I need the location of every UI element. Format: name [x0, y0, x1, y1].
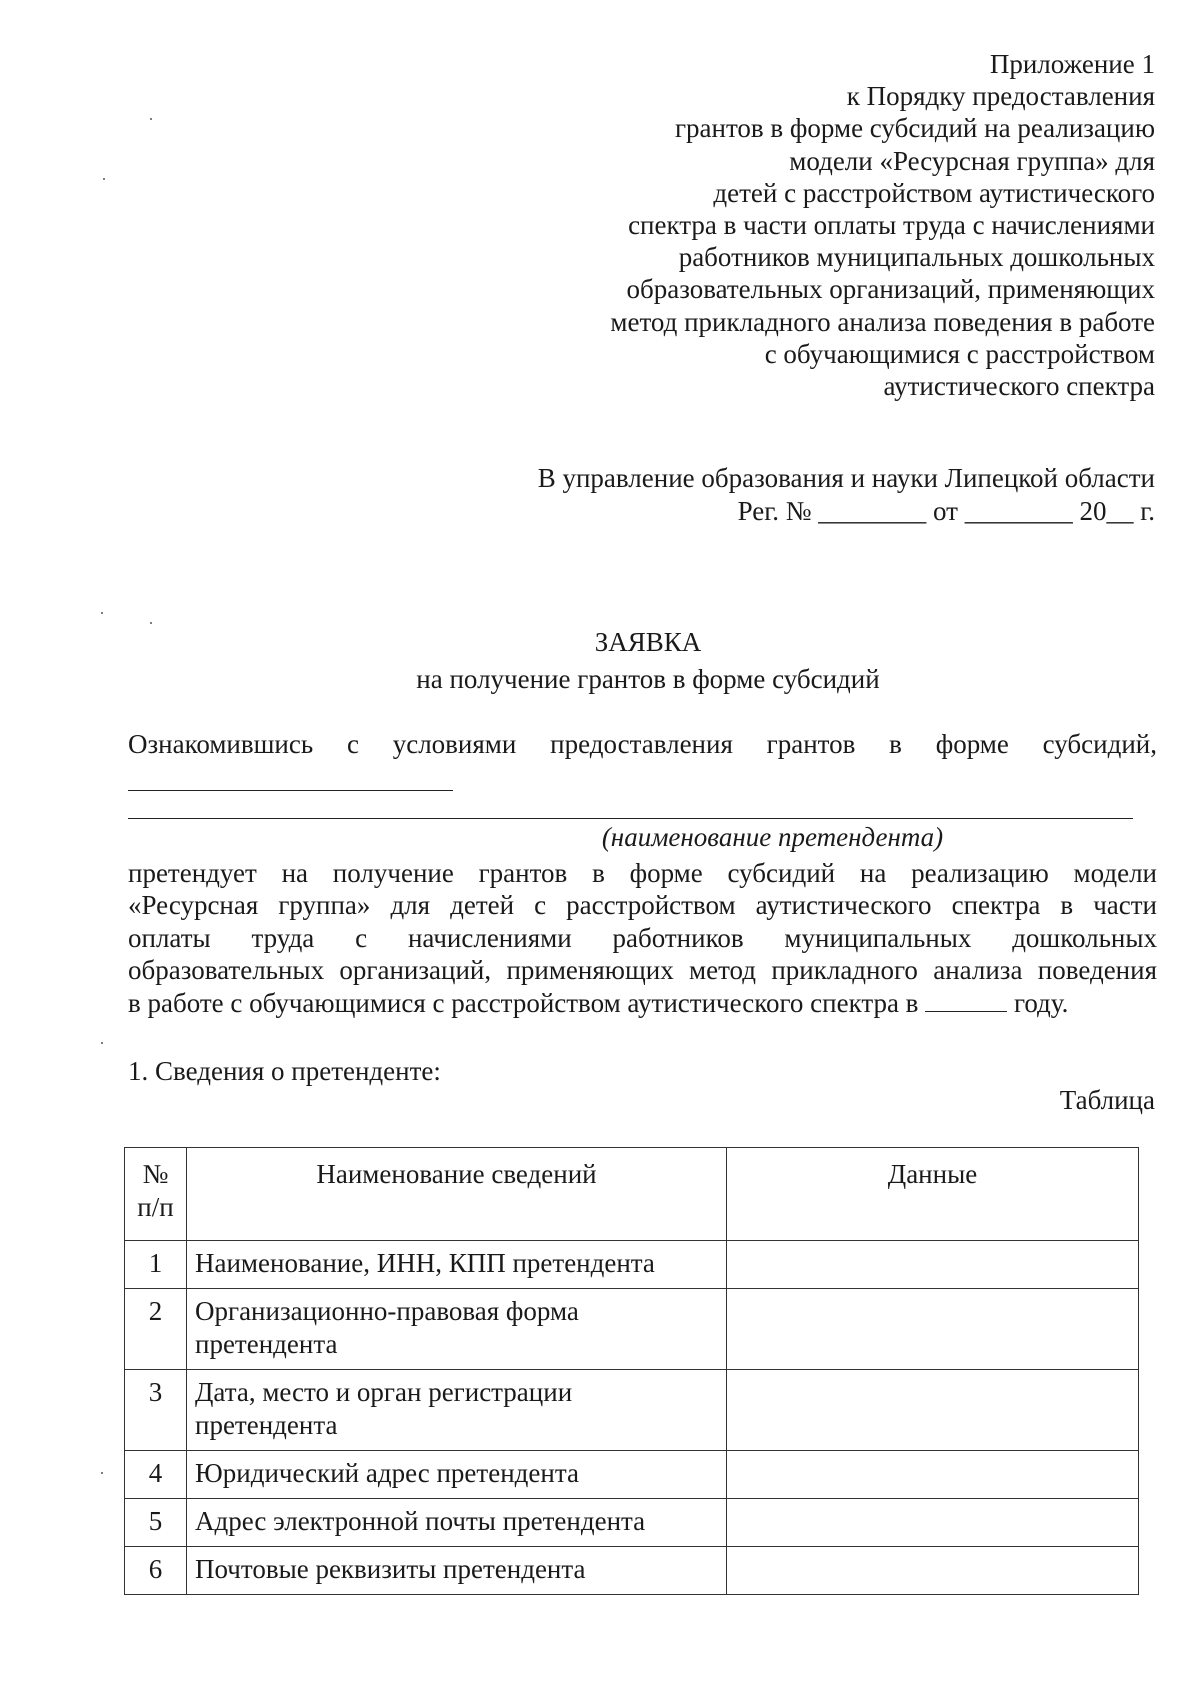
table-header-row [125, 1148, 1139, 1241]
attachment-line: Приложение 1 [989, 49, 1155, 79]
row-name: Наименование, ИНН, КПП претендента [187, 1241, 727, 1289]
body-line: претендует на получение грантов в форме субсидий на реализацию модели [128, 858, 1157, 888]
row-data-cell[interactable] [727, 1370, 1139, 1451]
row-name: Дата, место и орган регистрации претендента [187, 1370, 727, 1451]
row-name: Адрес электронной почты претендента [187, 1499, 727, 1547]
row-name: Юридический адрес претендента [187, 1451, 727, 1499]
table-row [125, 1370, 1139, 1451]
applicant-info-table [124, 1147, 1139, 1595]
document-title: ЗАЯВКА [594, 627, 702, 657]
year-blank[interactable] [925, 991, 1007, 1012]
attachment-line: аутистического спектра [883, 371, 1155, 402]
row-number: 3 [125, 1370, 187, 1451]
row-number: 4 [125, 1451, 187, 1499]
section-title: 1. Сведения о претенденте: [128, 1056, 441, 1086]
row-name: Организационно-правовая форма претендента [187, 1289, 727, 1370]
row-number: 2 [125, 1289, 187, 1370]
document-subtitle: на получение грантов в форме субсидий [416, 664, 880, 694]
row-data-cell[interactable] [727, 1547, 1139, 1595]
body-line: «Ресурсная группа» для детей с расстройством аутистического спектра в части [128, 890, 1157, 921]
attachment-header [455, 48, 1155, 402]
row-number: 5 [125, 1499, 187, 1547]
addressee-to: В управление образования и науки Липецкой области [537, 463, 1155, 493]
table-row [125, 1547, 1139, 1595]
row-data-cell[interactable] [727, 1241, 1139, 1289]
attachment-line: образовательных организаций, применяющих [626, 274, 1155, 305]
body-line: в работе с обучающимися с расстройством аутистического спектра в году. [128, 987, 1069, 1018]
body-line: образовательных организаций, применяющих метод прикладного анализа поведения [128, 955, 1157, 986]
scan-speck [103, 178, 105, 180]
column-header-number: № п/п [125, 1148, 187, 1241]
body-line: оплаты труда с начислениями работников муниципальных дошкольных [128, 922, 1157, 953]
row-number: 1 [125, 1241, 187, 1289]
column-header-data: Данные [727, 1148, 1139, 1241]
column-header-name: Наименование сведений [187, 1148, 727, 1241]
row-data-cell[interactable] [727, 1451, 1139, 1499]
attachment-line: детей с расстройством аутистического [713, 177, 1155, 208]
scan-speck [101, 1472, 103, 1474]
scan-speck [150, 622, 152, 624]
attachment-line: работников муниципальных дошкольных [678, 242, 1155, 273]
attachment-line: метод прикладного анализа поведения в работе [610, 306, 1155, 337]
table-row [125, 1451, 1139, 1499]
row-number: 6 [125, 1547, 187, 1595]
body-paragraph [128, 857, 1157, 1019]
attachment-line: с обучающимися с расстройством [764, 338, 1155, 369]
scan-speck [101, 612, 103, 614]
attachment-line: спектра в части оплаты труда с начислениями [628, 210, 1155, 241]
addressee-block [255, 462, 1155, 528]
table-row [125, 1241, 1139, 1289]
scan-speck [150, 118, 152, 120]
registration-line: Рег. № ________ от ________ 20__ г. [737, 496, 1155, 526]
intro-text: Ознакомившись с условиями предоставления грантов в форме субсидий, [128, 729, 1157, 759]
scan-speck [101, 1042, 103, 1044]
table-row [125, 1289, 1139, 1370]
applicant-name-blank-long[interactable] [128, 818, 1133, 819]
row-name: Почтовые реквизиты претендента [187, 1547, 727, 1595]
attachment-line: модели «Ресурсная группа» для [789, 145, 1155, 176]
table-row [125, 1499, 1139, 1547]
attachment-line: грантов в форме субсидий на реализацию [674, 113, 1155, 144]
row-data-cell[interactable] [727, 1289, 1139, 1370]
table-label: Таблица [1059, 1085, 1155, 1115]
applicant-name-blank-short[interactable] [128, 790, 453, 791]
attachment-line: к Порядку предоставления [846, 81, 1155, 112]
applicant-name-hint: (наименование претендента) [601, 822, 944, 852]
row-data-cell[interactable] [727, 1499, 1139, 1547]
